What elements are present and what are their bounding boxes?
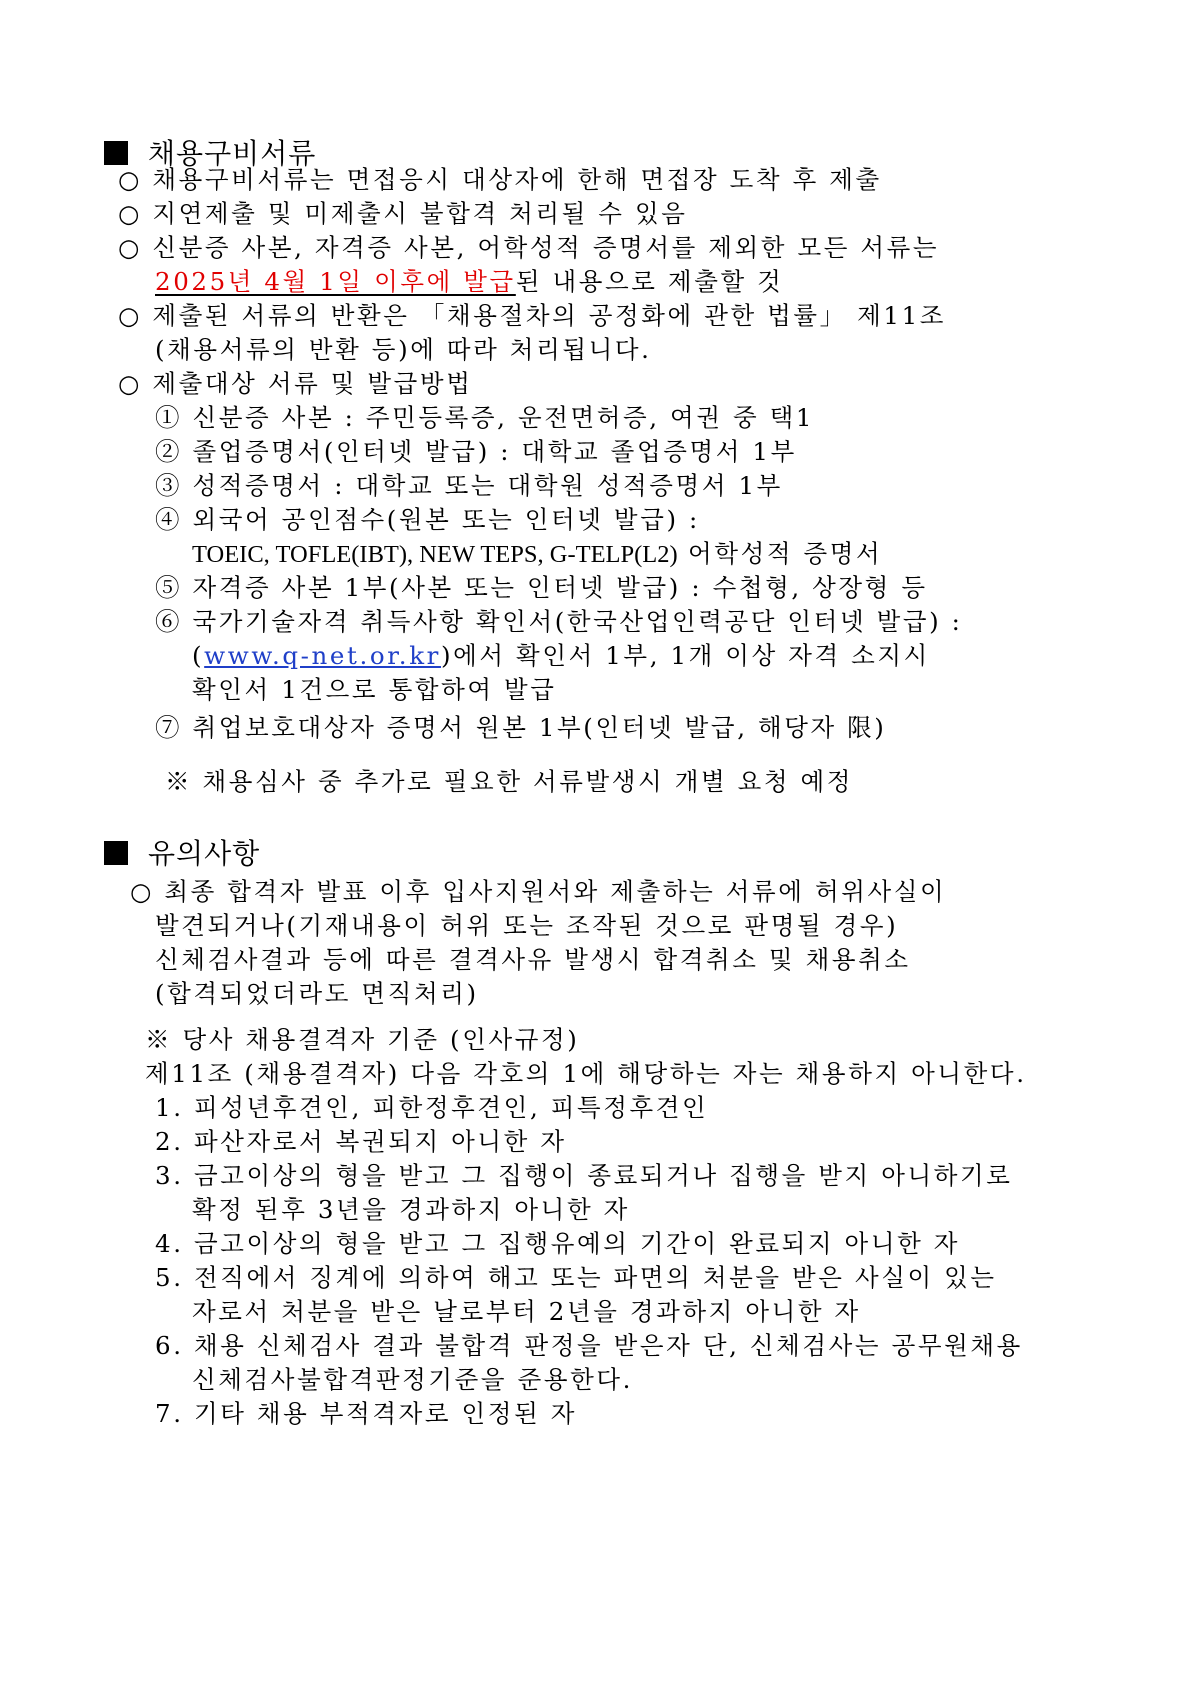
language-certificate: 어학성적 증명서 [677, 539, 883, 568]
rule-item-5: 5. 전직에서 징계에 의하여 해고 또는 파면의 처분을 받은 사실이 있는 [155, 1263, 997, 1292]
item-issue-date-deadline [155, 266, 783, 298]
doc-item-1: ① 신분증 사본 : 주민등록증, 운전면허증, 여권 중 택1 [155, 403, 815, 432]
item-late-submission: ○ 지연제출 및 미제출시 불합격 처리될 수 있음 [118, 199, 688, 228]
doc-item-6-cont [192, 640, 930, 672]
doc-item-6: ⑥ 국가기술자격 취득사항 확인서(한국산업인력공단 인터넷 발급) : [155, 607, 963, 636]
rule-item-6-cont: 신체검사불합격판정기준을 준용한다. [192, 1365, 634, 1394]
docs-list-title: ○ 제출대상 서류 및 발급방법 [118, 369, 473, 398]
paren-open: ( [192, 641, 205, 670]
section-title: 유의사항 [148, 837, 261, 870]
square-bullet-icon [104, 141, 128, 165]
notice-line-4: (합격되었더라도 면직처리) [155, 979, 479, 1008]
doc-item-7: ⑦ 취업보호대상자 증명서 원본 1부(인터넷 발급, 해당자 限) [155, 713, 887, 742]
doc-item-6-cont-text: )에서 확인서 1부, 1개 이상 자격 소지시 [440, 641, 930, 670]
section-heading-notices [104, 836, 260, 872]
doc-item-5: ⑤ 자격증 사본 1부(사본 또는 인터넷 발급) : 수첩형, 상장형 등 [155, 573, 928, 602]
rule-item-7: 7. 기타 채용 부적격자로 인정된 자 [155, 1399, 577, 1428]
rule-title: ※ 당사 채용결격자 기준 (인사규정) [145, 1025, 580, 1054]
notice-line-3: 신체검사결과 등에 따른 결격사유 발생시 합격취소 및 채용취소 [155, 945, 911, 974]
rule-item-3-cont: 확정 된후 3년을 경과하지 아니한 자 [192, 1195, 630, 1224]
rule-item-2: 2. 파산자로서 복권되지 아니한 자 [155, 1127, 567, 1156]
item-issue-date-rule: ○ 신분증 사본, 자격증 사본, 어학성적 증명서를 제외한 모든 서류는 [118, 233, 940, 262]
item-document-return-cont: (채용서류의 반환 등)에 따라 처리됩니다. [155, 335, 652, 364]
doc-item-3: ③ 성적증명서 : 대학교 또는 대학원 성적증명서 1부 [155, 471, 783, 500]
rule-item-6: 6. 채용 신체검사 결과 불합격 판정을 받은자 단, 신체검사는 공무원채용 [155, 1331, 1023, 1360]
additional-docs-note: ※ 채용심사 중 추가로 필요한 서류발생시 개별 요청 예정 [165, 767, 854, 796]
doc-item-6-cont2: 확인서 1건으로 통합하여 발급 [192, 675, 557, 704]
rule-item-5-cont: 자로서 처분을 받은 날로부터 2년을 경과하지 아니한 자 [192, 1297, 861, 1326]
doc-item-4: ④ 외국어 공인점수(원본 또는 인터넷 발급) : [155, 505, 700, 534]
item-document-return: ○ 제출된 서류의 반환은 「채용절차의 공정화에 관한 법률」 제11조 [118, 301, 947, 330]
language-tests: TOEIC, TOFLE(IBT), NEW TEPS, G-TELP(L2) [192, 541, 678, 568]
rule-item-1: 1. 피성년후견인, 피한정후견인, 피특정후견인 [155, 1093, 709, 1122]
deadline-highlight: 2025년 4월 1일 이후에 발급 [155, 267, 516, 296]
rule-article: 제11조 (채용결격자) 다음 각호의 1에 해당하는 자는 채용하지 아니한다. [145, 1059, 1027, 1088]
deadline-rest: 된 내용으로 제출할 것 [515, 267, 784, 296]
rule-item-3: 3. 금고이상의 형을 받고 그 집행이 종료되거나 집행을 받지 아니하기로 [155, 1161, 1013, 1190]
notice-line-2: 발견되거나(기재내용이 허위 또는 조작된 것으로 판명될 경우) [155, 911, 899, 940]
doc-item-4-cont [192, 538, 882, 571]
doc-item-2: ② 졸업증명서(인터넷 발급) : 대학교 졸업증명서 1부 [155, 437, 797, 466]
square-bullet-icon [104, 841, 128, 865]
rule-item-4: 4. 금고이상의 형을 받고 그 집행유예의 기간이 완료되지 아니한 자 [155, 1229, 961, 1258]
item-submit-timing: ○ 채용구비서류는 면접응시 대상자에 한해 면접장 도착 후 제출 [118, 165, 882, 194]
notice-line-1: ○ 최종 합격자 발표 이후 입사지원서와 제출하는 서류에 허위사실이 [130, 877, 947, 906]
qnet-link[interactable]: www.q-net.or.kr [204, 641, 441, 670]
section-title: 채용구비서류 [148, 137, 317, 170]
